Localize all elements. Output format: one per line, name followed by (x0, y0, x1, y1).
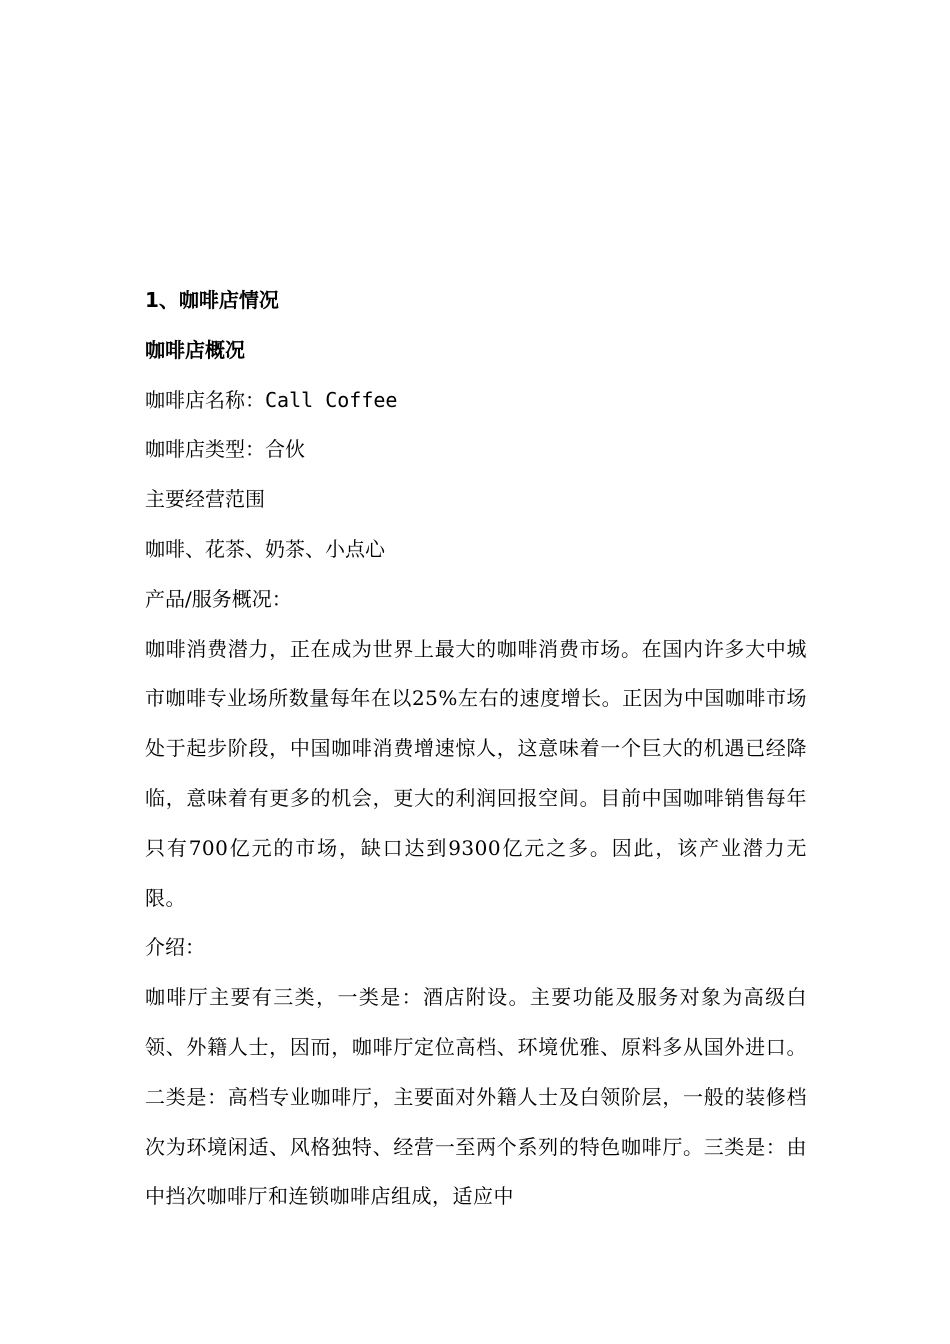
business-scope-value: 咖啡、花茶、奶茶、小点心 (145, 536, 385, 561)
subsection-heading: 咖啡店概况 (145, 337, 245, 362)
products-label: 产品/服务概况： (145, 586, 292, 611)
shop-type-line: 咖啡店类型：合伙 (145, 437, 305, 462)
business-scope-label: 主要经营范围 (145, 487, 265, 512)
shop-name-line (145, 376, 807, 426)
section-heading: 1、咖啡店情况 (145, 288, 279, 312)
document-body (145, 276, 807, 1222)
intro-label: 介绍： (145, 935, 205, 960)
products-paragraph: 咖啡消费潜力，正在成为世界上最大的咖啡消费市场。在国内许多大中城市咖啡专业场所数量每年在以25%左右的速度增长。正因为中国咖啡市场处于起步阶段，中国咖啡消费增速惊人，这意味着一个巨大的机遇已经降临，意味着有更多的机会，更大的利润回报空间。目前中国咖啡销售每年只有700亿元的市场，缺口达到9300亿元之多。因此，该产业潜力无限。 (145, 636, 807, 910)
shop-name-value: Call Coffee (265, 387, 398, 412)
shop-name-label: 咖啡店名称： (145, 387, 265, 412)
intro-paragraph: 咖啡厅主要有三类，一类是：酒店附设。主要功能及服务对象为高级白领、外籍人士，因而，咖啡厅定位高档、环境优雅、原料多从国外进口。二类是：高档专业咖啡厅，主要面对外籍人士及白领阶层，一般的装修档次为环境闲适、风格独特、经营一至两个系列的特色咖啡厅。三类是：由中挡次咖啡厅和连锁咖啡店组成，适应中 (145, 985, 807, 1209)
